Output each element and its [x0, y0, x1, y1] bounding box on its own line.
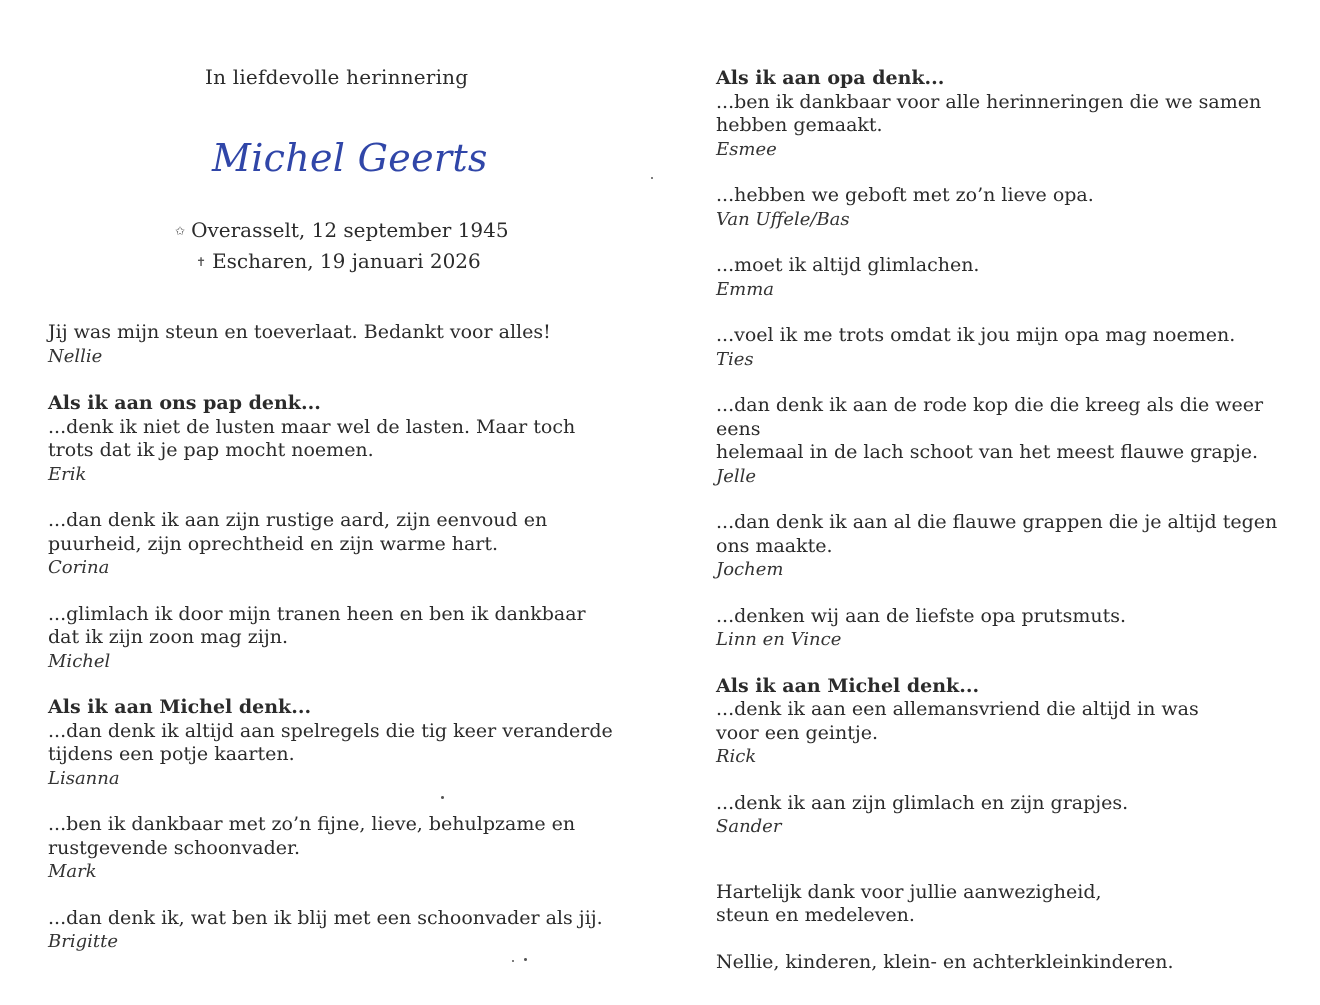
- message-signature: Lisanna: [48, 767, 120, 789]
- message-text: ...dan denk ik aan zijn rustige aard, zijn eenvoud en puurheid, zijn oprechtheid en zijn warme hart.: [48, 509, 548, 555]
- cross-icon: ✝: [196, 255, 207, 269]
- message-entry: [716, 324, 1296, 371]
- message-text: ...glimlach ik door mijn tranen heen en ben ik dankbaar dat ik zijn zoon mag zijn.: [48, 602, 586, 648]
- message-entry: [716, 792, 1296, 839]
- message-entry: [716, 254, 1296, 301]
- message-text: ...dan denk ik, wat ben ik blij met een schoonvader als jij.: [48, 906, 603, 929]
- section-heading: Als ik aan Michel denk...: [716, 674, 980, 697]
- message-entry: [48, 321, 648, 368]
- section-heading: Als ik aan Michel denk...: [48, 696, 312, 718]
- message-text: ...hebben we geboft met zo’n lieve opa.: [716, 184, 1094, 206]
- message-text: ...voel ik me trots omdat ik jou mijn opa mag noemen.: [716, 324, 1236, 346]
- message-text: ...denken wij aan de liefste opa prutsmuts.: [716, 604, 1127, 627]
- message-signature: Rick: [716, 746, 757, 767]
- message-text: ...denk ik niet de lusten maar wel de lasten. Maar toch trots dat ik je pap mocht noemen.: [48, 415, 576, 461]
- message-entry: [716, 394, 1296, 488]
- message-signature: Mark: [48, 861, 97, 882]
- message-entry: [716, 511, 1296, 582]
- scan-speck: [524, 958, 527, 961]
- deceased-name: Michel Geerts: [212, 136, 488, 180]
- scan-speck: [651, 177, 653, 179]
- message-entry: [716, 698, 1296, 769]
- message-text: ...dan denk ik aan al die flauwe grappen die je altijd tegen ons maakte.: [716, 511, 1278, 557]
- message-signature: Michel: [48, 650, 111, 672]
- intro-text: In liefdevolle herinnering: [205, 65, 469, 89]
- message-signature: Sander: [716, 816, 782, 837]
- left-column: [48, 321, 648, 954]
- message-entry: [48, 416, 648, 487]
- message-signature: Corina: [48, 557, 110, 578]
- message-entry: [48, 907, 648, 954]
- message-text: ...dan denk ik aan de rode kop die die kreeg als die weer eens helemaal in de lach schoot van het meest flauwe grapje.: [716, 394, 1264, 463]
- message-text: ...ben ik dankbaar met zo’n fijne, lieve, behulpzame en rustgevende schoonvader.: [48, 813, 576, 859]
- family-text: Nellie, kinderen, klein- en achterkleinkinderen.: [716, 950, 1174, 973]
- star-icon: ✩: [175, 224, 186, 238]
- message-entry: [48, 720, 648, 791]
- message-signature: Linn en Vince: [716, 629, 842, 650]
- thanks-text: Hartelijk dank voor jullie aanwezigheid, steun en medeleven.: [716, 880, 1102, 926]
- message-signature: Jochem: [716, 559, 784, 580]
- death-text: Escharen, 19 januari 2026: [212, 249, 481, 273]
- section-heading: Als ik aan ons pap denk...: [48, 392, 321, 414]
- message-text: ...ben ik dankbaar voor alle herinneringen die we samen hebben gemaakt.: [716, 90, 1262, 136]
- message-signature: Ties: [716, 348, 754, 370]
- message-text: Jij was mijn steun en toeverlaat. Bedankt voor alles!: [48, 321, 551, 343]
- message-entry: [716, 91, 1296, 162]
- message-entry: [48, 813, 648, 884]
- message-text: ...denk ik aan zijn glimlach en zijn grapjes.: [716, 791, 1129, 814]
- scan-speck: [441, 796, 444, 799]
- message-signature: Van Uffele/Bas: [716, 208, 850, 230]
- section-heading: Als ik aan opa denk...: [716, 67, 945, 89]
- birth-text: Overasselt, 12 september 1945: [191, 218, 509, 242]
- scan-speck: [512, 960, 514, 962]
- message-signature: Brigitte: [48, 931, 118, 952]
- message-entry: [716, 184, 1296, 231]
- message-signature: Emma: [716, 278, 775, 300]
- message-text: ...dan denk ik altijd aan spelregels die tig keer veranderde tijdens een potje kaarten.: [48, 719, 613, 765]
- message-signature: Erik: [48, 463, 87, 485]
- message-entry: [48, 509, 648, 580]
- message-signature: Esmee: [716, 138, 777, 160]
- birth-line: [175, 218, 509, 242]
- message-signature: Nellie: [48, 345, 103, 367]
- message-entry: [48, 603, 648, 674]
- message-entry: [716, 605, 1296, 652]
- right-column: [716, 67, 1296, 974]
- message-text: ...denk ik aan een allemansvriend die altijd in was voor een geintje.: [716, 698, 1199, 744]
- message-text: ...moet ik altijd glimlachen.: [716, 254, 980, 276]
- message-signature: Jelle: [716, 465, 757, 487]
- death-line: [196, 249, 481, 273]
